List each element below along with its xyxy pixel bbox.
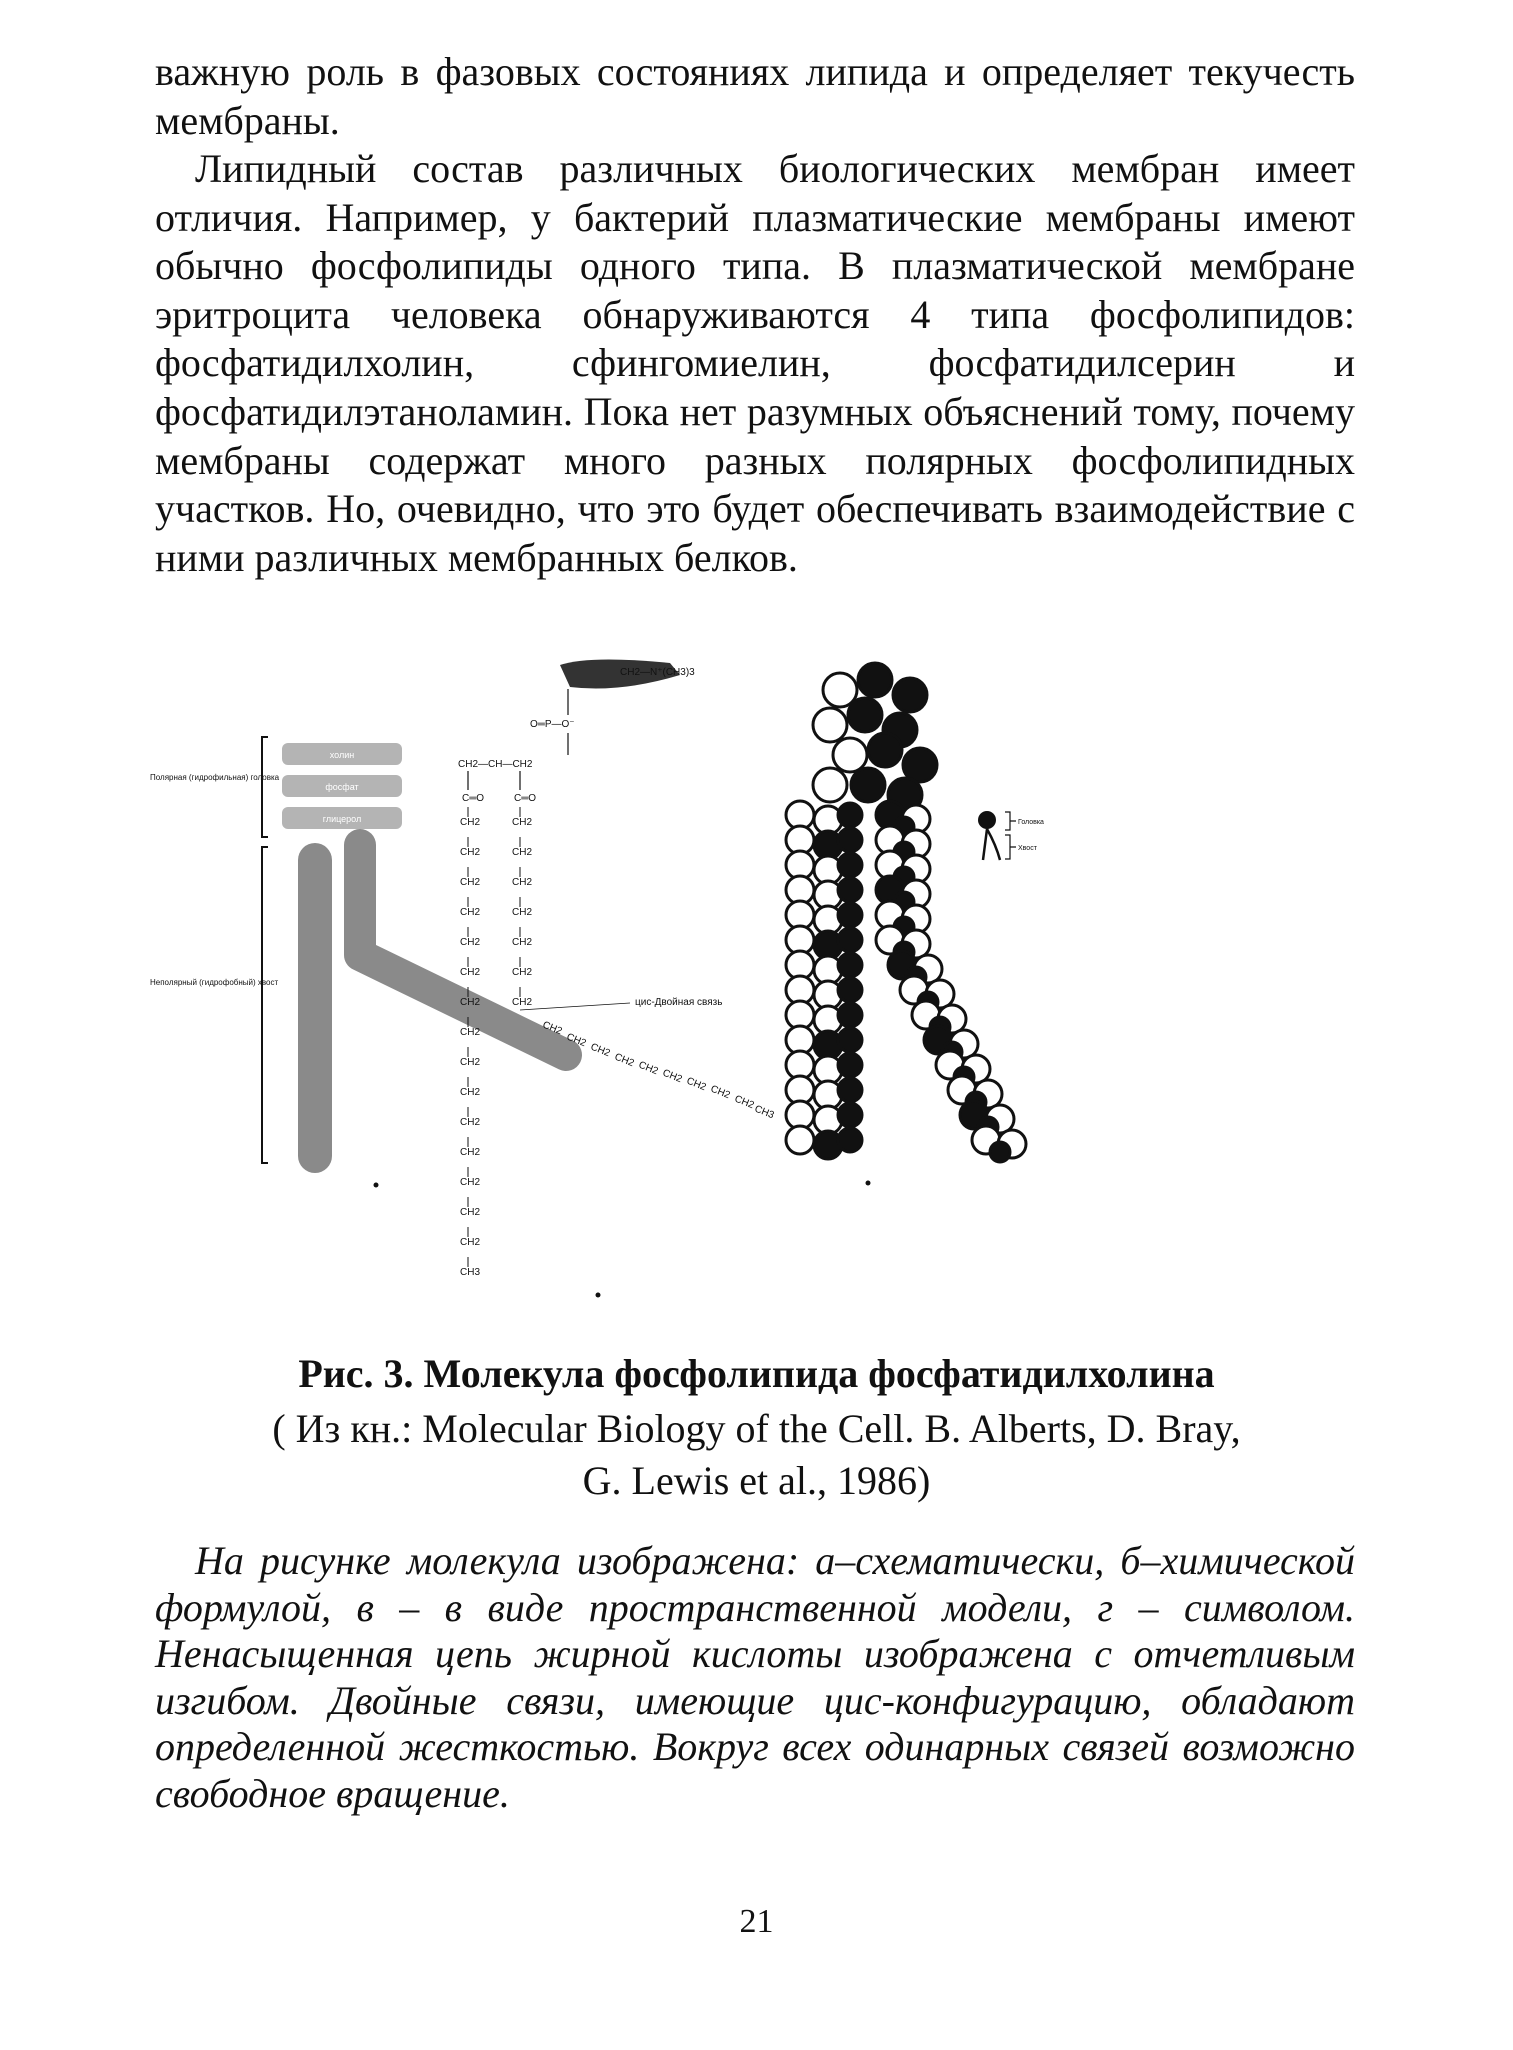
atom	[813, 768, 847, 802]
chain-unit: CH2	[512, 997, 533, 1008]
chain-unit: CH2	[460, 1027, 481, 1038]
atom	[848, 698, 882, 732]
atom	[868, 733, 902, 767]
figure-caption-source-1: ( Из кн.: Molecular Biology of the Cell. B. Alberts, D. Bray,	[272, 1406, 1241, 1451]
atom	[838, 853, 862, 877]
chain-unit: CH2	[512, 967, 533, 978]
cis-double-bond-label: цис-Двойная связь	[635, 997, 723, 1008]
paragraph-1: важную роль в фазовых состояниях липида и определяет текучесть мембраны.	[155, 49, 1355, 143]
figure-caption-source-2: G. Lewis et al., 1986)	[582, 1458, 931, 1503]
atom	[893, 678, 927, 712]
chain-unit: CH2	[540, 1019, 564, 1038]
chain-unit: CH2	[684, 1075, 708, 1094]
chemical-formula-panel	[458, 659, 776, 1297]
chain-unit: CH3	[460, 1267, 481, 1278]
chain-unit: CH2	[512, 847, 533, 858]
glycerol-label: глицерол	[322, 814, 362, 824]
chain-unit: CH2	[460, 1147, 481, 1158]
chain-unit: CH2	[660, 1067, 684, 1086]
atom	[838, 903, 862, 927]
symbol-head-label: Головка	[1018, 819, 1044, 826]
chain-unit: CH2	[460, 1177, 481, 1188]
phospholipid-figure	[150, 655, 1380, 1310]
atom	[838, 803, 862, 827]
atom	[838, 953, 862, 977]
atom	[838, 1003, 862, 1027]
atom	[786, 1126, 814, 1154]
atom	[851, 768, 885, 802]
unsaturated-chain	[512, 807, 776, 1121]
symbol-panel	[978, 811, 1044, 860]
saturated-tail-bar	[298, 843, 332, 1173]
chain-unit: CH2	[708, 1083, 732, 1102]
atom	[838, 828, 862, 852]
saturated-chain	[460, 807, 480, 1278]
atom	[838, 1028, 862, 1052]
chain-unit: CH2	[460, 997, 481, 1008]
chain-unit: CH2	[460, 817, 481, 828]
figure-caption-title: Рис. 3. Молекула фосфолипида фосфатидилхолина	[298, 1351, 1215, 1396]
chain-unit: CH2	[460, 877, 481, 888]
chain-unit: CH2	[460, 1087, 481, 1098]
chain-unit: CH2	[512, 937, 533, 948]
chain-unit: CH2	[612, 1051, 636, 1070]
chain-unit: CH2	[460, 1117, 481, 1128]
glycerol-formula: CH2—CH—CH2	[458, 759, 533, 770]
symbol-tails	[983, 829, 1000, 860]
chain-unit: CH2	[460, 1207, 481, 1218]
polar-head-label: Полярная (гидрофильная) головка	[150, 773, 280, 782]
chain-unit: CH2	[460, 907, 481, 918]
chain-unit: CH3	[752, 1103, 776, 1122]
paragraph-2: Липидный состав различных биологических мембран имеет отличия. Например, у бактерий плазматические мембраны имеют обычно фосфолипиды одного типа. В плазматической мембране эритроцита человека обнаруживаются 4 типа фосфолипидов: фосфатидилхолин, сфингомиелин, фосфатидилсерин и фосфатидилэтаноламин. Пока нет разумных объяснений тому, почему мембраны содержат много разных полярных фосфолипидных участков. Но, очевидно, что это будет обеспечивать взаимодействие с ними различных мембранных белков.	[155, 146, 1355, 580]
atom	[858, 663, 892, 697]
chain-unit: CH2	[460, 1057, 481, 1068]
space-filling-model	[786, 663, 1026, 1186]
chain-unit: CH2	[588, 1041, 612, 1060]
choline-label: холин	[329, 750, 355, 760]
chain-unit: CH2	[460, 1237, 481, 1248]
chain-unit: CH2	[732, 1093, 756, 1112]
choline-formula: CH2—N⁺(CH3)3	[620, 667, 695, 678]
carbonyl-right: C═O	[514, 793, 537, 804]
atom	[823, 673, 857, 707]
atom	[838, 1078, 862, 1102]
atom	[838, 1128, 862, 1152]
atom	[838, 928, 862, 952]
hydrophobic-tail-label: Неполярный (гидрофобный) хвост	[150, 978, 279, 987]
atom	[990, 1142, 1010, 1162]
figure-description: На рисунке молекула изображена: а–схематически, б–химической формулой, в – в виде пространственной модели, г – символом. Ненасыщенная цепь жирной кислоты изображена с отчетливым изгибом. Двойные связи, имеющие цис-конфигурацию, обладают определенной жесткостью. Вокруг всех одинарных связей возможно свободное вращение.	[155, 1538, 1355, 1816]
chain-unit: CH2	[512, 817, 533, 828]
chain-unit: CH2	[512, 907, 533, 918]
page-number: 21	[739, 1903, 774, 1940]
atom	[813, 708, 847, 742]
symbol-head	[978, 811, 996, 829]
chain-unit: CH2	[636, 1059, 660, 1078]
atom	[838, 878, 862, 902]
chain-unit: CH2	[460, 937, 481, 948]
chain-unit: CH2	[460, 967, 481, 978]
chain-unit: CH2	[460, 847, 481, 858]
atom	[833, 738, 867, 772]
atom	[838, 1053, 862, 1077]
chain-unit: CH2	[512, 877, 533, 888]
phosphate-label: фосфат	[325, 782, 359, 792]
atom	[838, 1103, 862, 1127]
chain-unit: CH2	[564, 1031, 588, 1050]
symbol-tail-label: Хвост	[1018, 845, 1037, 852]
phosphate-formula: O═P—O⁻	[530, 719, 575, 730]
schematic-panel	[150, 737, 566, 1188]
atom	[838, 978, 862, 1002]
carbonyl-left: C═O	[462, 793, 485, 804]
